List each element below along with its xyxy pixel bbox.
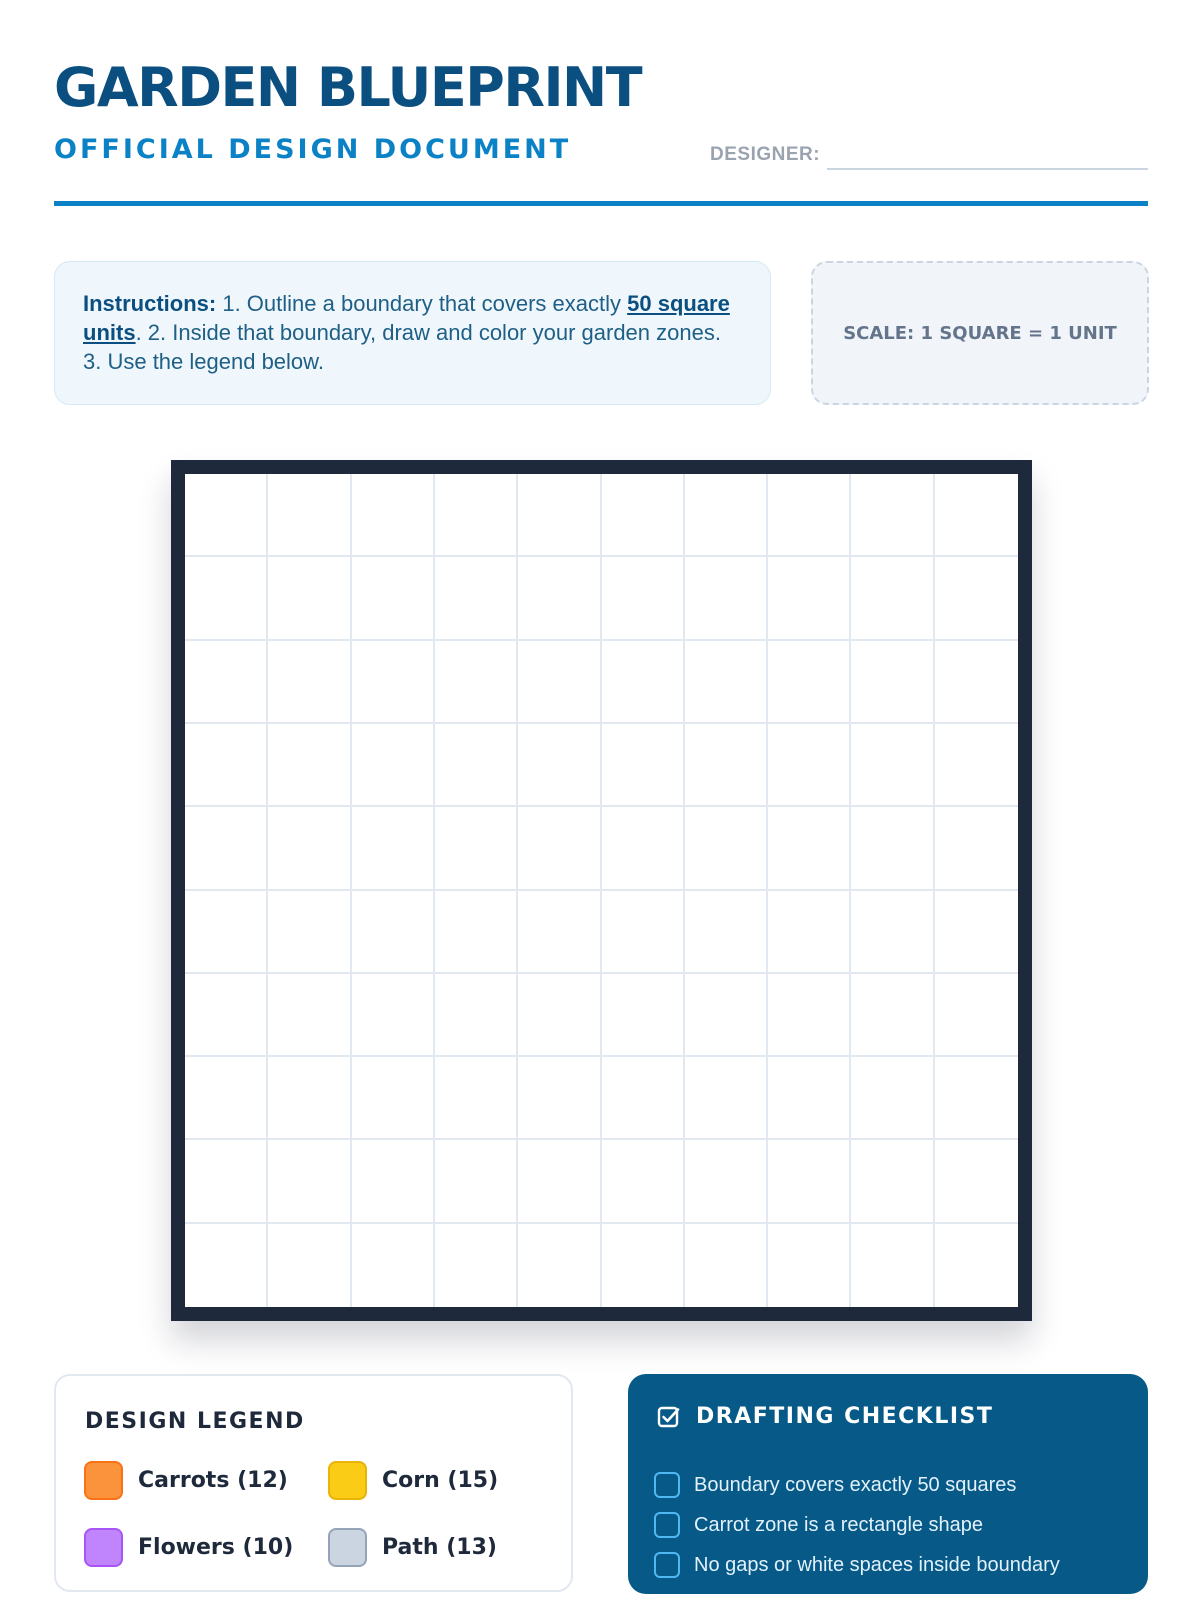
header-block [54, 56, 1148, 165]
grid-cell[interactable] [685, 641, 768, 724]
scale-box [811, 261, 1149, 405]
grid-cell[interactable] [851, 474, 934, 557]
grid-cell[interactable] [851, 1224, 934, 1307]
grid-cell[interactable] [518, 557, 601, 640]
blueprint-grid[interactable] [185, 474, 1018, 1307]
grid-cell[interactable] [602, 807, 685, 890]
grid-cell[interactable] [435, 1140, 518, 1223]
legend-item-label: Corn (15) [382, 1468, 499, 1493]
grid-cell[interactable] [352, 807, 435, 890]
grid-cell[interactable] [685, 1057, 768, 1140]
checklist-item-label: No gaps or white spaces inside boundary [694, 1553, 1060, 1576]
grid-cell[interactable] [435, 641, 518, 724]
checklist-title: DRAFTING CHECKLIST [696, 1404, 994, 1429]
instructions-rest: . 2. Inside that boundary, draw and color your garden zones. 3. Use the legend below. [83, 320, 721, 374]
grid-cell[interactable] [851, 1140, 934, 1223]
grid-cell[interactable] [185, 1224, 268, 1307]
design-legend [54, 1374, 573, 1592]
grid-cell[interactable] [602, 474, 685, 557]
grid-cell[interactable] [518, 1140, 601, 1223]
grid-cell[interactable] [352, 974, 435, 1057]
checklist-checkbox[interactable] [654, 1472, 680, 1498]
grid-cell[interactable] [518, 1057, 601, 1140]
blueprint-grid-frame [171, 460, 1032, 1321]
path-swatch [328, 1528, 367, 1567]
legend-item-path [328, 1528, 497, 1567]
grid-cell[interactable] [685, 891, 768, 974]
grid-cell[interactable] [935, 1057, 1018, 1140]
grid-cell[interactable] [435, 474, 518, 557]
carrots-swatch [84, 1461, 123, 1500]
grid-cell[interactable] [685, 474, 768, 557]
grid-cell[interactable] [768, 974, 851, 1057]
grid-cell[interactable] [268, 1224, 351, 1307]
grid-cell[interactable] [185, 1140, 268, 1223]
grid-cell[interactable] [935, 641, 1018, 724]
grid-cell[interactable] [851, 891, 934, 974]
checklist-item-label: Carrot zone is a rectangle shape [694, 1513, 984, 1536]
legend-item-carrots [84, 1461, 288, 1500]
grid-cell[interactable] [518, 891, 601, 974]
legend-item-flowers [84, 1528, 293, 1567]
legend-title: DESIGN LEGEND [85, 1409, 305, 1434]
grid-cell[interactable] [935, 974, 1018, 1057]
grid-cell[interactable] [268, 557, 351, 640]
grid-cell[interactable] [268, 891, 351, 974]
grid-cell[interactable] [268, 641, 351, 724]
grid-cell[interactable] [935, 807, 1018, 890]
checklist-checkbox[interactable] [654, 1512, 680, 1538]
grid-cell[interactable] [768, 1140, 851, 1223]
grid-cell[interactable] [685, 1224, 768, 1307]
grid-cell[interactable] [185, 891, 268, 974]
grid-cell[interactable] [435, 807, 518, 890]
grid-cell[interactable] [935, 1140, 1018, 1223]
checklist-item[interactable] [654, 1512, 983, 1538]
grid-cell[interactable] [435, 557, 518, 640]
grid-cell[interactable] [352, 641, 435, 724]
grid-cell[interactable] [268, 807, 351, 890]
grid-cell[interactable] [768, 1057, 851, 1140]
grid-cell[interactable] [518, 724, 601, 807]
grid-cell[interactable] [602, 724, 685, 807]
instructions-box [54, 261, 771, 405]
checklist-item[interactable] [654, 1472, 1016, 1498]
grid-cell[interactable] [185, 724, 268, 807]
legend-item-corn [328, 1461, 498, 1500]
grid-cell[interactable] [185, 641, 268, 724]
instructions-step1: 1. Outline a boundary that covers exactly [216, 291, 628, 316]
corn-swatch [328, 1461, 367, 1500]
checklist-checkbox[interactable] [654, 1552, 680, 1578]
grid-cell[interactable] [851, 807, 934, 890]
grid-cell[interactable] [851, 724, 934, 807]
instructions-lead: Instructions: [83, 291, 217, 316]
grid-cell[interactable] [768, 807, 851, 890]
grid-cell[interactable] [435, 1224, 518, 1307]
grid-cell[interactable] [518, 641, 601, 724]
grid-cell[interactable] [602, 1224, 685, 1307]
grid-cell[interactable] [435, 974, 518, 1057]
grid-cell[interactable] [268, 474, 351, 557]
grid-cell[interactable] [768, 641, 851, 724]
grid-cell[interactable] [602, 1140, 685, 1223]
legend-item-label: Carrots (12) [138, 1468, 288, 1493]
grid-cell[interactable] [435, 724, 518, 807]
grid-cell[interactable] [268, 974, 351, 1057]
header-divider [54, 201, 1148, 206]
grid-cell[interactable] [185, 807, 268, 890]
grid-cell[interactable] [518, 474, 601, 557]
grid-cell[interactable] [768, 724, 851, 807]
grid-cell[interactable] [352, 1224, 435, 1307]
grid-cell[interactable] [851, 557, 934, 640]
grid-cell[interactable] [935, 474, 1018, 557]
grid-cell[interactable] [768, 474, 851, 557]
checkbox-checked-icon [656, 1404, 682, 1430]
grid-cell[interactable] [352, 891, 435, 974]
legend-item-label: Flowers (10) [138, 1535, 294, 1560]
grid-cell[interactable] [518, 807, 601, 890]
grid-cell[interactable] [268, 1057, 351, 1140]
page-subtitle: OFFICIAL DESIGN DOCUMENT [54, 134, 572, 165]
flowers-swatch [84, 1528, 123, 1567]
grid-cell[interactable] [352, 724, 435, 807]
grid-cell[interactable] [851, 1057, 934, 1140]
grid-cell[interactable] [435, 1057, 518, 1140]
grid-cell[interactable] [935, 1224, 1018, 1307]
grid-cell[interactable] [768, 891, 851, 974]
grid-cell[interactable] [602, 1057, 685, 1140]
grid-cell[interactable] [352, 557, 435, 640]
grid-cell[interactable] [352, 1140, 435, 1223]
grid-cell[interactable] [518, 1224, 601, 1307]
grid-cell[interactable] [685, 557, 768, 640]
instructions-target: 50 square units [83, 291, 730, 345]
grid-cell[interactable] [685, 724, 768, 807]
grid-cell[interactable] [685, 1140, 768, 1223]
legend-item-label: Path (13) [382, 1535, 497, 1560]
designer-field[interactable] [827, 168, 1148, 170]
checklist-item[interactable] [654, 1552, 1060, 1578]
grid-cell[interactable] [685, 974, 768, 1057]
grid-cell[interactable] [851, 641, 934, 724]
drafting-checklist [628, 1374, 1148, 1594]
grid-cell[interactable] [935, 724, 1018, 807]
grid-cell[interactable] [435, 891, 518, 974]
page-title: GARDEN BLUEPRINT [54, 56, 642, 119]
grid-cell[interactable] [768, 1224, 851, 1307]
grid-cell[interactable] [518, 974, 601, 1057]
grid-cell[interactable] [185, 557, 268, 640]
grid-cell[interactable] [768, 557, 851, 640]
grid-cell[interactable] [602, 891, 685, 974]
grid-cell[interactable] [602, 974, 685, 1057]
grid-cell[interactable] [602, 641, 685, 724]
grid-cell[interactable] [352, 1057, 435, 1140]
grid-cell[interactable] [268, 1140, 351, 1223]
checklist-item-label: Boundary covers exactly 50 squares [694, 1473, 1017, 1496]
grid-cell[interactable] [352, 474, 435, 557]
grid-cell[interactable] [851, 974, 934, 1057]
grid-cell[interactable] [602, 557, 685, 640]
scale-text: SCALE: 1 SQUARE = 1 UNIT [843, 322, 1117, 344]
grid-cell[interactable] [185, 974, 268, 1057]
grid-cell[interactable] [935, 557, 1018, 640]
grid-cell[interactable] [268, 724, 351, 807]
grid-cell[interactable] [185, 474, 268, 557]
grid-cell[interactable] [935, 891, 1018, 974]
grid-cell[interactable] [185, 1057, 268, 1140]
designer-label: DESIGNER: [710, 144, 821, 165]
grid-cell[interactable] [685, 807, 768, 890]
